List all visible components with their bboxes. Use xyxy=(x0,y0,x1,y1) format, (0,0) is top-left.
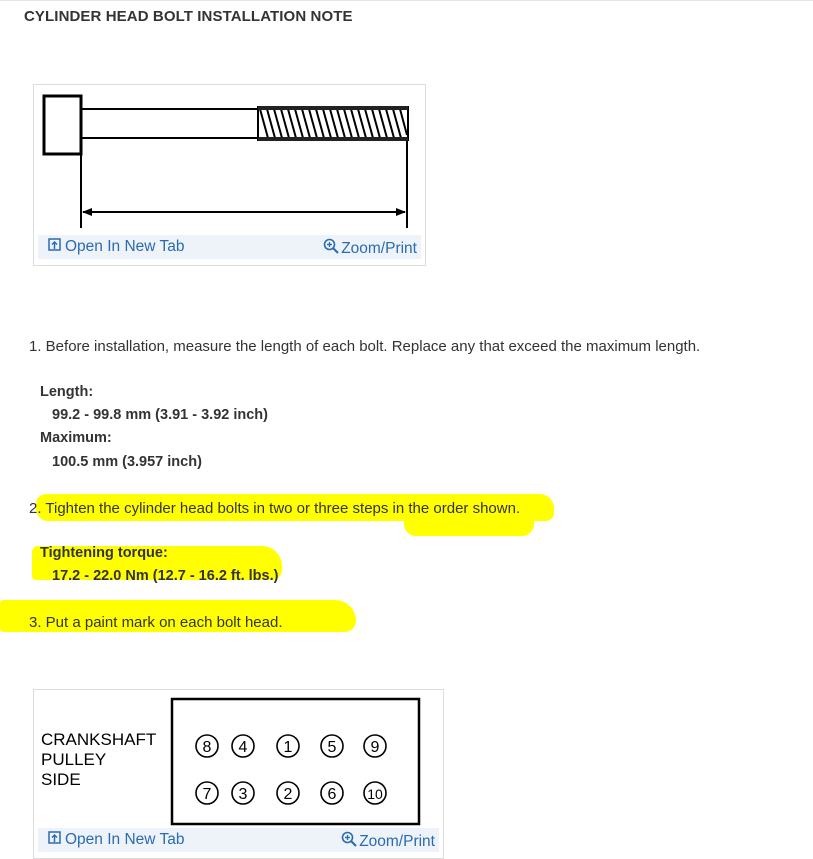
side-label-line-2: PULLEY xyxy=(41,750,107,769)
bolt-order-numbers xyxy=(196,735,386,804)
open-in-new-tab-link[interactable] xyxy=(48,831,184,849)
bolt-number: 2 xyxy=(283,786,293,803)
zoom-print-label: Zoom/Print xyxy=(359,832,435,850)
tightening-order-diagram xyxy=(34,690,445,828)
open-new-tab-icon xyxy=(48,831,61,849)
top-divider xyxy=(0,0,813,1)
torque-value: 17.2 - 22.0 Nm (12.7 - 16.2 ft. lbs.) xyxy=(52,568,279,584)
bolt-number: 6 xyxy=(327,786,337,803)
bolt-number: 3 xyxy=(238,786,248,803)
bolt-number: 7 xyxy=(202,786,212,803)
zoom-print-label: Zoom/Print xyxy=(341,239,417,257)
zoom-print-link[interactable] xyxy=(341,831,435,852)
bolt-number: 10 xyxy=(367,786,383,802)
page-title: CYLINDER HEAD BOLT INSTALLATION NOTE xyxy=(24,8,353,25)
side-label-line-1: CRANKSHAFT xyxy=(41,730,157,749)
figure-toolbar xyxy=(38,828,439,852)
length-label: Length: xyxy=(40,384,94,400)
bolt-number: 5 xyxy=(327,739,337,756)
open-in-new-tab-label: Open In New Tab xyxy=(65,831,185,848)
bolt-figure xyxy=(33,84,426,266)
maximum-value: 100.5 mm (3.957 inch) xyxy=(52,454,202,470)
length-value: 99.2 - 99.8 mm (3.91 - 3.92 inch) xyxy=(52,407,268,423)
tightening-order-figure xyxy=(33,689,444,859)
bolt-number: 9 xyxy=(370,739,380,756)
bolt-number: 8 xyxy=(202,739,212,756)
bolt-number: 4 xyxy=(238,739,248,756)
step-3-text: 3. Put a paint mark on each bolt head. xyxy=(29,614,283,631)
zoom-icon xyxy=(341,831,357,852)
step-1-text: 1. Before installation, measure the length of each bolt. Replace any that exceed the maximum length. xyxy=(29,338,701,355)
step-2-text: 2. Tighten the cylinder head bolts in two or three steps in the order shown. xyxy=(29,500,521,517)
bolt-number: 1 xyxy=(283,739,293,756)
zoom-icon xyxy=(323,238,339,259)
open-in-new-tab-link[interactable] xyxy=(48,238,184,256)
figure-toolbar xyxy=(38,235,421,259)
open-in-new-tab-label: Open In New Tab xyxy=(65,238,185,255)
bolt-diagram xyxy=(34,85,427,235)
zoom-print-link[interactable] xyxy=(323,238,417,259)
open-new-tab-icon xyxy=(48,238,61,256)
torque-label: Tightening torque: xyxy=(40,545,168,561)
maximum-label: Maximum: xyxy=(40,430,112,446)
side-label-line-3: SIDE xyxy=(41,770,81,789)
